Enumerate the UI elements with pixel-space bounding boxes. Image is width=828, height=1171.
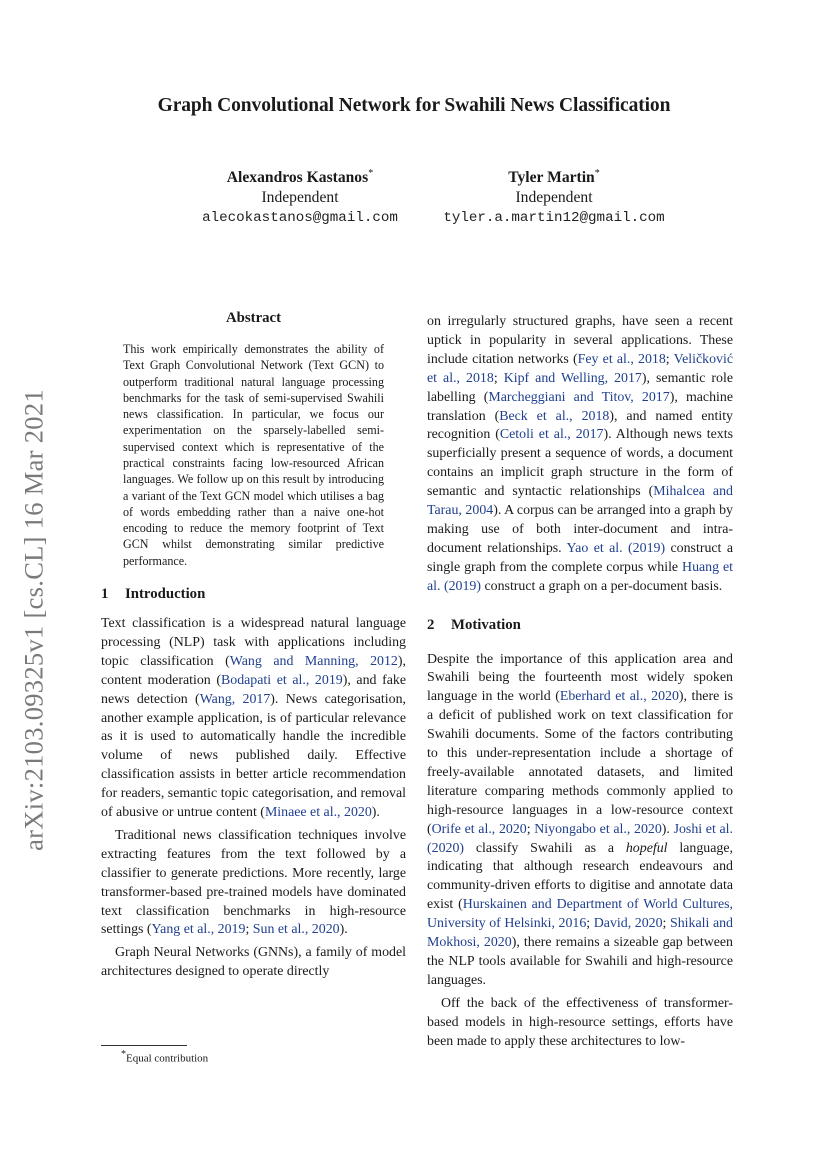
citation-link[interactable]: Yao et al. (2019) [566,540,666,556]
equal-contribution-mark: * [594,168,600,179]
paragraph [101,827,406,940]
body-text: language, indicating that although research endeavours and community-driven efforts to digitise and annotate data exist ( [427,840,733,913]
citation-link[interactable]: Orife et al., 2020 [431,821,527,837]
citation-link[interactable]: Bodapati et al., 2019 [220,672,343,688]
citation-link[interactable]: Shikali and Mokhosi, 2020 [427,916,733,951]
citation-link[interactable]: Niyongabo et al., 2020 [534,821,662,837]
footnote [121,1049,208,1065]
citation-link[interactable]: Kipf and Welling, 2017 [503,370,642,386]
body-text: ), and fake news detection ( [101,672,406,707]
author-affiliation: Independent [515,189,593,207]
body-text: ; [586,916,594,932]
citation-link[interactable]: Wang, 2017 [199,691,271,707]
body-text: construct a single graph from the complete corpus while [427,540,733,575]
section-title: Introduction [125,586,206,603]
right-column [427,313,733,1052]
citation-link[interactable]: Veličković et al., 2018 [427,351,733,386]
citation-link[interactable]: Marcheggiani and Titov, 2017 [488,389,670,405]
author-name: Tyler Martin [508,169,595,187]
citation-link[interactable]: Joshi et al. (2020) [427,821,733,856]
body-text: ; [526,821,535,837]
citation-link[interactable]: Wang and Manning, 2012 [229,653,398,669]
section-heading-motivation [427,616,733,635]
body-text: on irregularly structured graphs, have seen a recent uptick in popularity in several applications. These include citation networks ( [427,314,733,367]
paragraph [427,995,733,1052]
body-text: Graph Neural Networks (GNNs), a family of model architectures designed to operate directly [101,945,406,980]
equal-contribution-mark: * [368,168,374,179]
abstract-text: This work empirically demonstrates the ability of Text Graph Convolutional Network (Text GCN) to outperform traditional natural language processing benchmarks for the task of semi-supervised Swahili news classification. In particular, we focus our experimentation on the sparsely-labelled semi-supervised context which is representative of the practical constraints facing low-resourced African languages. We follow up on this result by introducing a variant of the Text GCN model which utilises a bag of words embedding rather than a naive one-hot encoding to reduce the memory footprint of Text GCN whilst demonstrating similar predictive performance. [123,341,384,568]
author-block-2 [412,164,696,229]
emphasis-text: hopeful [625,840,668,856]
citation-link[interactable]: Hurskainen and Department of World Cultures, University of Helsinki, 2016 [427,897,733,932]
body-text: ). A corpus can be arranged into a graph by making use of both inter-document and intra-document relationships. [427,503,733,556]
citation-link[interactable]: Fey et al., 2018 [577,351,666,367]
section-number: 1 [101,586,109,603]
paragraph [101,944,406,982]
citation-link[interactable]: Yang et al., 2019 [151,922,246,938]
body-text: ; [493,370,504,386]
footnote-mark: * [121,1049,126,1060]
author-name: Alexandros Kastanos [226,169,369,187]
body-text: ), semantic role labelling ( [427,370,733,405]
paragraph [427,313,733,597]
author-email[interactable]: tyler.a.martin12@gmail.com [443,210,665,227]
author-block-1 [170,164,430,229]
body-text: ; [665,351,674,367]
author-email[interactable]: alecokastanos@gmail.com [202,210,398,227]
body-text: ; [662,916,670,932]
citation-link[interactable]: Sun et al., 2020 [252,922,340,938]
citation-link[interactable]: Minaee et al., 2020 [264,805,372,821]
body-text: Traditional news classification techniques involve extracting features from the text followed by a classifier to generate predictions. More recently, large transformer-based pre-trained models have dominated text classification benchmarks in high-resource settings ( [101,827,406,938]
body-text: ), there remains a sizeable gap between the NLP tools available for Swahili and high-resource languages. [427,935,734,988]
section-title: Motivation [451,616,521,633]
citation-link[interactable]: Mihalcea and Tarau, 2004 [427,484,733,519]
citation-link[interactable]: Huang et al. (2019) [427,559,734,594]
body-text: ). Although news texts superficially present a sequence of words, a document contains an implicit graph structure in the form of semantic and syntactic relationships ( [427,427,733,500]
body-text: classify Swahili as a [464,840,626,856]
citation-link[interactable]: David, 2020 [593,916,663,932]
body-text: ), machine translation ( [427,389,733,424]
citation-link[interactable]: Cetoli et al., 2017 [499,427,604,443]
body-text: ), and named entity recognition ( [427,408,733,443]
body-text: ), there is a deficit of published work on text classification for Swahili documents. Some of the factors contributing to this under-representation include a shortage of freely-available annotated datasets, and limited literature comparing methods commonly applied to high-resource languages in a low-resource context ( [427,689,733,837]
body-text: ). News categorisation, another example application, is of particular relevance as it is used to automatically handle the incredible volume of news published daily. Effective classification assists in better article recommendation for readers, semantic topic categorisation, and removal of abusive or untrue content ( [101,691,407,821]
section-heading-introduction [101,585,406,604]
footnote-rule [101,1045,187,1046]
arxiv-stamp-text: arXiv:2103.09325v1 [cs.CL] 16 Mar 2021 [18,389,49,851]
body-text: construct a graph on a per-document basis. [481,578,723,594]
author-affiliation: Independent [261,189,339,207]
citation-link[interactable]: Beck et al., 2018 [499,408,610,424]
arxiv-stamp [4,360,64,880]
body-text: ). [339,922,348,938]
body-text: ), content moderation ( [101,653,406,688]
body-text: Text classification is a widespread natural language processing (NLP) task with applications including topic classification ( [101,615,406,669]
section-number: 2 [427,616,435,633]
body-text: ; [245,922,253,938]
body-text: Off the back of the effectiveness of transformer-based models in high-resource settings, efforts have been made to apply these architectures to low- [427,995,733,1049]
body-text: Despite the importance of this application area and Swahili being the fourteenth most widely spoken language in the world ( [427,651,733,705]
body-text: ). [661,821,674,837]
footnote-text: Equal contribution [126,1052,209,1065]
paragraph [101,615,406,823]
paper-title: Graph Convolutional Network for Swahili News Classification [157,95,671,116]
citation-link[interactable]: Eberhard et al., 2020 [559,689,679,705]
left-column [101,309,406,982]
body-text: ). [371,805,380,821]
paragraph [427,651,733,991]
abstract-heading: Abstract [225,310,282,326]
